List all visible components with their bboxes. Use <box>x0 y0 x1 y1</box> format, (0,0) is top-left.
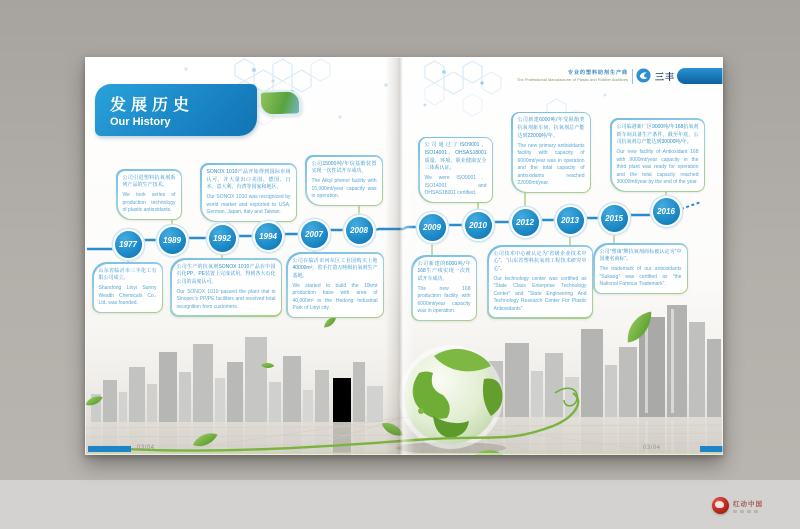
logo-text: 三丰 <box>654 72 675 82</box>
tagline-en: The Professional Manufacturer of Plastic and Rubber Additives <box>516 77 628 82</box>
event-box-2009 <box>411 255 477 321</box>
brochure-spread <box>85 57 723 455</box>
event-text-en: Our SONOX 1010 passed the plant trial in Sinopec's PP/PE facilities and received total recognition from customers. <box>176 288 276 310</box>
event-text-cn: 公司新建的6000吨/年168生产线实现一次性试开车成功。 <box>417 260 471 282</box>
event-box-2010 <box>418 137 493 204</box>
event-box-2008 <box>305 155 383 206</box>
event-box-1989 <box>116 169 182 220</box>
event-text-cn: 公司新建6000吨/年受阻酚类抗氧剂新车间，抗氧剂总产能达到22000吨/年。 <box>517 117 585 139</box>
event-text-cn: 公司15000吨/年烷基酚装置实现一次性试开车成功。 <box>311 160 377 175</box>
footer-bar-right <box>700 446 723 452</box>
event-text-en: Shandong Linyi Sunny Wealth Chemicals Co., Ltd. was founded. <box>98 285 157 306</box>
event-text-cn: 公司“塑康”牌抗氧剂商标被认定为“中国驰名商标”。 <box>599 248 682 263</box>
event-text-en: The new primary antioxidants facility with capacity of 6000mt/year was in operation and the total capacity of antioxidants reached 22000mt/year. <box>517 142 585 186</box>
event-text-cn: SONOX 1010产品开始得到国际市场认可，并大量出口美国、德国、日本、意大利、台湾等国家和地区。 <box>206 168 291 191</box>
watermark-logo-icon <box>712 497 729 514</box>
footer-bar-left <box>88 446 131 452</box>
event-box-1994 <box>200 163 297 222</box>
section-header <box>95 84 257 136</box>
year-node-1977: 1977 <box>115 231 142 258</box>
event-box-1992 <box>170 258 282 317</box>
brand-tagline <box>488 69 628 82</box>
event-box-2012 <box>511 112 591 193</box>
tagline-cn: 专业的塑料助剂生产商 <box>567 70 628 76</box>
event-text-cn: 公司通过了ISO9001、ISO14001、OHSAS18001质量、环境、职业健康安全三体系认证。 <box>424 142 487 172</box>
year-node-2007: 2007 <box>301 221 328 248</box>
backdrop-bottom-band <box>0 480 800 529</box>
year-node-2015: 2015 <box>601 205 628 232</box>
event-text-cn: 公司临港新厂区9000吨/年168抗氧剂新车间具备生产条件，截至年底，公司抗氧剂总产能达到30000吨/年。 <box>616 123 699 146</box>
event-text-en: Our new facility of Antioxidant 168 with 9000mt/year capacity in the third plant was ready for operation and the total capacity reached 30000mt/year by the end of the year. <box>616 149 699 185</box>
year-node-2012: 2012 <box>512 209 539 236</box>
year-node-1992: 1992 <box>209 225 236 252</box>
event-text-cn: 公司在临沂市河东区工业园购买土地40000m²，着手打造万吨级抗氧剂生产基地。 <box>292 257 378 279</box>
watermark <box>712 497 763 514</box>
event-text-cn: 公司引进塑料抗氧剂系列产品的生产技术。 <box>122 174 176 189</box>
brand-block <box>516 68 723 88</box>
event-text-en: Our technology center was certified as "State Class Enterprise Technology Center" and "State Engineering And Technology Research Center For Plastic Antioxidants". <box>493 275 587 312</box>
year-node-1989: 1989 <box>159 227 186 254</box>
watermark-subtext-decoration <box>733 510 763 513</box>
footer-rule-left <box>91 453 391 454</box>
event-text-en: We started to build the 10kmt production base with area of 40,000m² in the Hedong Industrial Park of Linyi city. <box>292 282 378 312</box>
event-text-en: The Alkyl phenol facility with 15,000mt/year capacity was in operation. <box>311 178 377 199</box>
event-box-2013 <box>487 245 593 319</box>
year-node-1994: 1994 <box>255 223 282 250</box>
year-node-2010: 2010 <box>465 212 492 239</box>
page-number-right: 03/04 <box>643 445 661 451</box>
leaf-badge-icon <box>259 89 302 116</box>
event-box-2015 <box>593 243 688 294</box>
section-title-cn: 发展历史 <box>110 97 195 114</box>
event-text-en: The new 168 production facility with 6000mt/year capacity was in operation. <box>417 285 471 315</box>
brand-divider <box>632 69 633 84</box>
event-text-en: Our SONOX 1010 was recognized by world market and exported to USA, German, Japan, Italy and Taiwan. <box>206 194 291 215</box>
watermark-text: 红动中国 <box>733 500 763 508</box>
event-text-en: We were ISO9001、ISO14001 and OHSAS18001 certified. <box>424 175 487 196</box>
event-box-1977 <box>92 262 163 313</box>
event-box-2016 <box>610 118 705 192</box>
sanfeng-logo-icon <box>636 68 651 83</box>
year-node-2016: 2016 <box>653 198 680 225</box>
year-node-2009: 2009 <box>419 214 446 241</box>
footer-rule-right <box>403 453 717 454</box>
event-box-2007 <box>286 252 384 318</box>
year-node-2013: 2013 <box>557 207 584 234</box>
year-node-2008: 2008 <box>346 217 373 244</box>
page-number-left: 03/04 <box>137 445 155 451</box>
event-text-cn: 公司技术中心被认定为“省级企业技术中心”、“山东省塑料抗氧剂工程技术研究中心”。 <box>493 250 587 272</box>
event-text-en: We took series of production technology of plastic antioxidants. <box>122 192 176 213</box>
event-text-cn: 山东省临沂市三丰化工有限公司成立。 <box>98 267 157 282</box>
event-text-en: The trademark of our antioxidants "Sukang" was certified as "the National Famous Trademark". <box>599 266 682 287</box>
section-title-en: Our History <box>110 116 171 128</box>
brand-swoosh <box>677 68 723 84</box>
event-text-cn: 公司生产的抗氧剂SONOX 1010产品在中国石化PP、PE装置上完成试用，得到各大石化公司的高度认可。 <box>176 263 276 285</box>
